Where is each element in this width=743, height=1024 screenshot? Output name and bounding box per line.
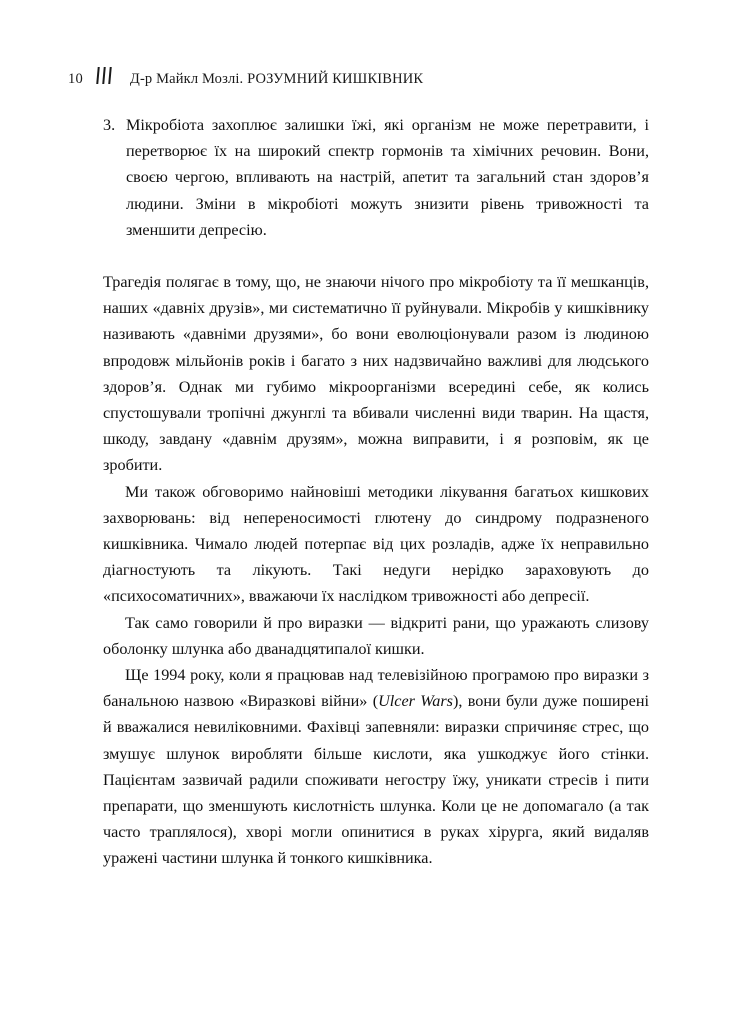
paragraph-tragedy: Трагедія полягає в тому, що, не знаючи нічого про мікробіоту та її мешканців, наших «давніх друзів», ми систематично її руйнували. Мікробів у кишківнику називають «давніми друзями», бо вони еволюціонували разом із людиною впродовж мільйонів років і багато з них надзвичайно важливі для людського здоров’я. Однак ми губимо мікроорганізми всередині себе, як колись спустошували тропічні джунглі та вбивали численні види тварин. На щастя, шкоду, завдану «давнім друзям», можна виправити, і я розповім, як це зробити. (103, 273, 649, 475)
running-head (68, 66, 668, 90)
list-item (103, 112, 649, 243)
triple-bar-icon (96, 67, 116, 84)
paragraph-methods: Ми також обговоримо найновіші методики лікування багатьох кишкових захворювань: від непереносимості глютену до синдрому подразненого кишківника. Чимало людей потерпає від цих розладів, адже їх неправильно діагностують та лікують. Такі недуги нерідко зараховують до «психосоматичних», вважаючи їх наслідком тривожності або депресії. (103, 482, 649, 606)
running-head-title: Д-р Майкл Мозлі. РОЗУМНИЙ КИШКІВНИК (129, 71, 424, 87)
text-block (103, 112, 649, 872)
paragraph-1994-lead: Ще 1994 року, коли я працював над телевізійною програмою про виразки з банальною назвою «Виразкові війни» ( (103, 666, 649, 711)
paragraph-1994-tail: ), вони були дуже поширені й вважалися невиліковними. Фахівці запевняли: виразки спричиняє стрес, що змушує шлунок виробляти більше кислоти, яка ушкоджує його стінки. Пацієнтам зазвичай радили споживати негостру їжу, уникати стресів і пити препарати, що зменшують кислотність шлунка. Коли це не допомагало (а так часто траплялося), хворі могли опинитися в руках хірурга, який видаляв уражені частини шлунка й тонкого кишківника. (103, 692, 649, 868)
paragraph-ulcers: Так само говорили й про виразки — відкриті рани, що уражають слизову оболонку шлунка або дванадцятипалої кишки. (103, 613, 649, 658)
programme-title-italic: Ulcer Wars (378, 692, 453, 711)
paragraph-1994 (103, 662, 649, 872)
page-number: 10 (68, 71, 83, 87)
numbered-list (103, 112, 649, 243)
list-item-marker: 3. (103, 116, 116, 134)
list-item-text: Мікробіота захоплює залишки їжі, які організм не може перетравити, і перетворює їх на широкий спектр гормонів та хімічних речовин. Вони, своєю чергою, впливають на настрій, апетит та загальний стан здоров’я людини. Зміни в мікробіоті можуть знизити рівень тривожності та зменшити депресію. (126, 116, 649, 239)
